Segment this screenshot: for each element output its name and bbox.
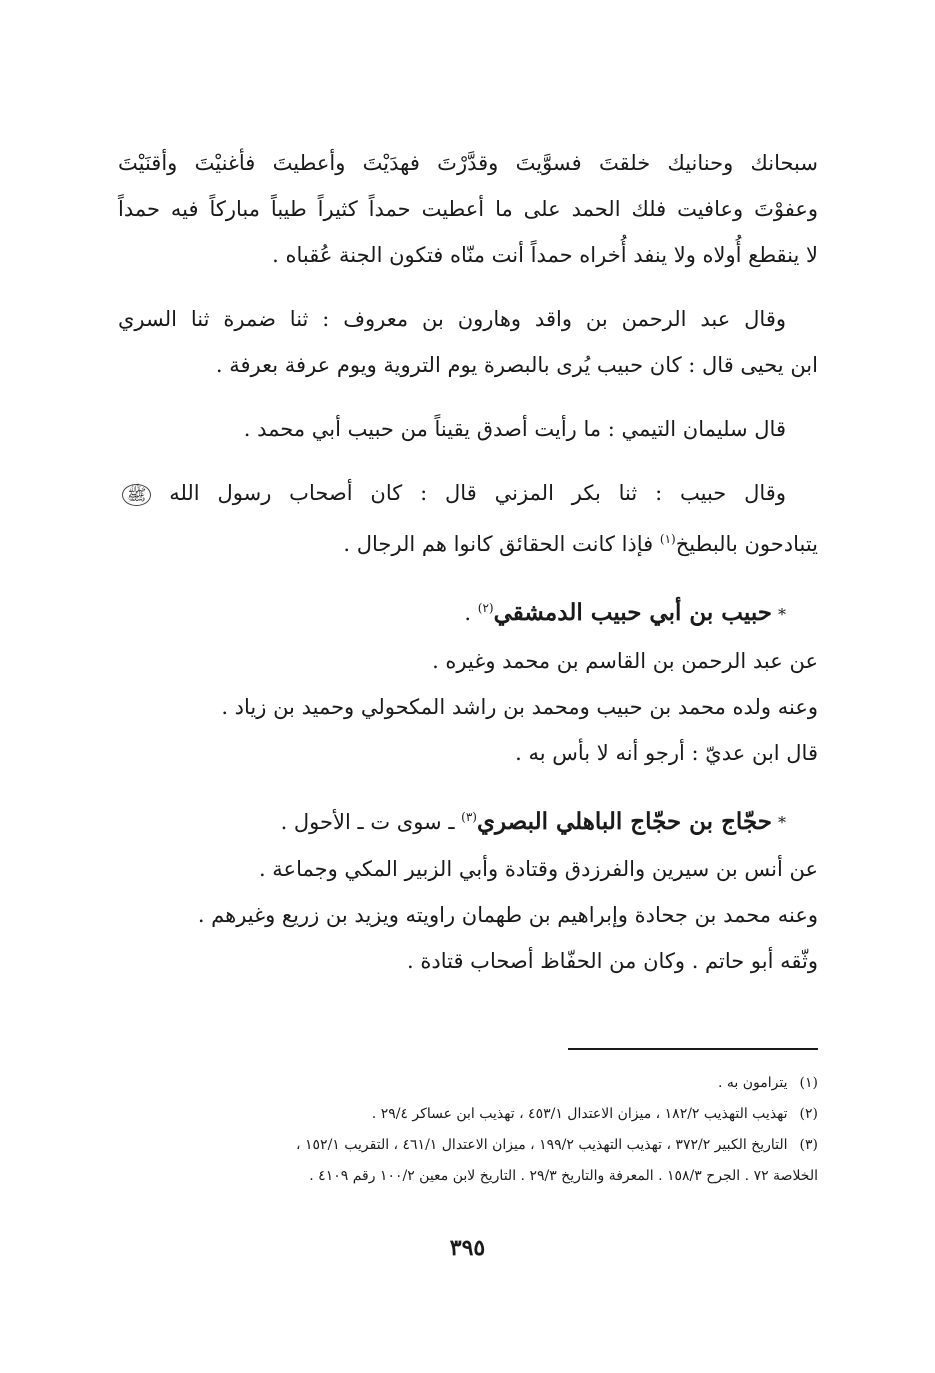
footnote-marker[interactable]: (٢)	[477, 601, 494, 615]
biography-name: حجّاج بن حجّاج الباهلي البصري	[476, 807, 772, 835]
main-text	[118, 140, 818, 1002]
footnote-continuation: الخلاصة ٧٢ . الجرح ١٥٨/٣ . المعرفة والتاريخ ٢٩/٣ . التاريخ لابن معين ١٠٠/٢ رقم ٤١٠٩ .	[309, 1168, 818, 1184]
text-line	[118, 516, 818, 567]
text-line: قال ابن عديّ : أرجو أنه لا بأس به .	[515, 740, 818, 765]
paragraph-prayer	[118, 140, 818, 278]
footnote-item	[118, 1068, 818, 1099]
text-line: عن أنس بن سيرين والفرزدق وقتادة وأبي الزبير المكي وجماعة .	[258, 857, 818, 881]
page-number: ٣٩٥	[449, 1235, 486, 1261]
footnote-item	[118, 1130, 818, 1161]
paragraph-narration-2	[118, 406, 818, 452]
text-line: وثّقه أبو حاتم . وكان من الحفّاظ أصحاب قتادة .	[407, 949, 818, 973]
footnote-number: (٢)	[799, 1106, 818, 1122]
biography-entry-2	[118, 794, 818, 985]
biography-name: حبيب بن أبي حبيب الدمشقي	[493, 599, 772, 626]
footnote-text: يترامون به .	[718, 1075, 788, 1091]
text-line: ابن يحيى قال : كان حبيب يُرى بالبصرة يوم التروية ويوم عرفة بعرفة .	[215, 353, 818, 377]
paragraph-narration-1	[118, 296, 818, 388]
paragraph-narration-3	[118, 470, 818, 567]
footnote-text: تهذيب التهذيب ١٨٢/٢ ، ميزان الاعتدال ٤٥٣/١ ، تهذيب ابن عساكر ٢٩/٤ .	[371, 1106, 788, 1122]
text-segment: فإذا كانت الحقائق كانوا هم الرجال .	[343, 532, 660, 556]
footnote-marker[interactable]: (١)	[659, 532, 676, 546]
footnotes	[118, 1068, 818, 1192]
asterisk-icon: *	[778, 604, 786, 624]
footnote-divider	[568, 1048, 818, 1050]
text-segment: .	[464, 601, 478, 625]
footnote-number: (١)	[799, 1075, 818, 1091]
text-line: وعنه ولده محمد بن حبيب ومحمد بن راشد المكحولي وحميد بن زياد .	[221, 694, 818, 719]
text-segment: ـ سوى ت ـ الأحول .	[280, 809, 462, 834]
text-line: وعفوْتَ وعافيت فلك الحمد على ما أعطيت حمداً كثيراً طيباً مباركاً فيه حمداً	[118, 197, 818, 221]
biography-entry-1	[118, 585, 818, 776]
text-line: لا ينقطع أُولاه ولا ينفد أُخراه حمداً أنت منّاه فتكون الجنة عُقباه .	[272, 243, 818, 267]
footnote-item	[118, 1099, 818, 1130]
text-line: وعنه محمد بن جحادة وإبراهيم بن طهمان راويته ويزيد بن زريع وغيرهم .	[197, 903, 818, 927]
text-line	[118, 470, 818, 516]
footnote-marker[interactable]: (٣)	[461, 809, 477, 824]
honorific-symbol: ﷺ	[122, 484, 151, 506]
text-line: سبحانك وحنانيك خلقتَ فسوَّيتَ وقدَّرْتَ فهدَيْتَ وأعطيتَ فأغنيْتَ وأقنَيْتَ	[118, 151, 818, 175]
text-segment: يتبادحون بالبطيخ	[675, 532, 818, 556]
text-line: عن عبد الرحمن بن القاسم بن محمد وغيره .	[432, 648, 818, 673]
footnote-number: (٣)	[799, 1137, 818, 1153]
footnote-text: التاريخ الكبير ٣٧٢/٢ ، تهذيب التهذيب ١٩٩/٢ ، ميزان الاعتدال ٤٦١/١ ، التقريب ١٥٢/١ ،	[296, 1137, 788, 1153]
text-line: وقال عبد الرحمن بن واقد وهارون بن معروف : ثنا ضمرة ثنا السري	[118, 307, 786, 331]
text-line: قال سليمان التيمي : ما رأيت أصدق يقيناً من حبيب أبي محمد .	[243, 417, 786, 441]
biography-heading	[118, 585, 818, 638]
biography-heading	[118, 794, 818, 847]
text-segment: وقال حبيب : ثنا بكر المزني قال : كان أصحاب رسول الله	[169, 481, 786, 505]
asterisk-icon: *	[778, 813, 786, 832]
